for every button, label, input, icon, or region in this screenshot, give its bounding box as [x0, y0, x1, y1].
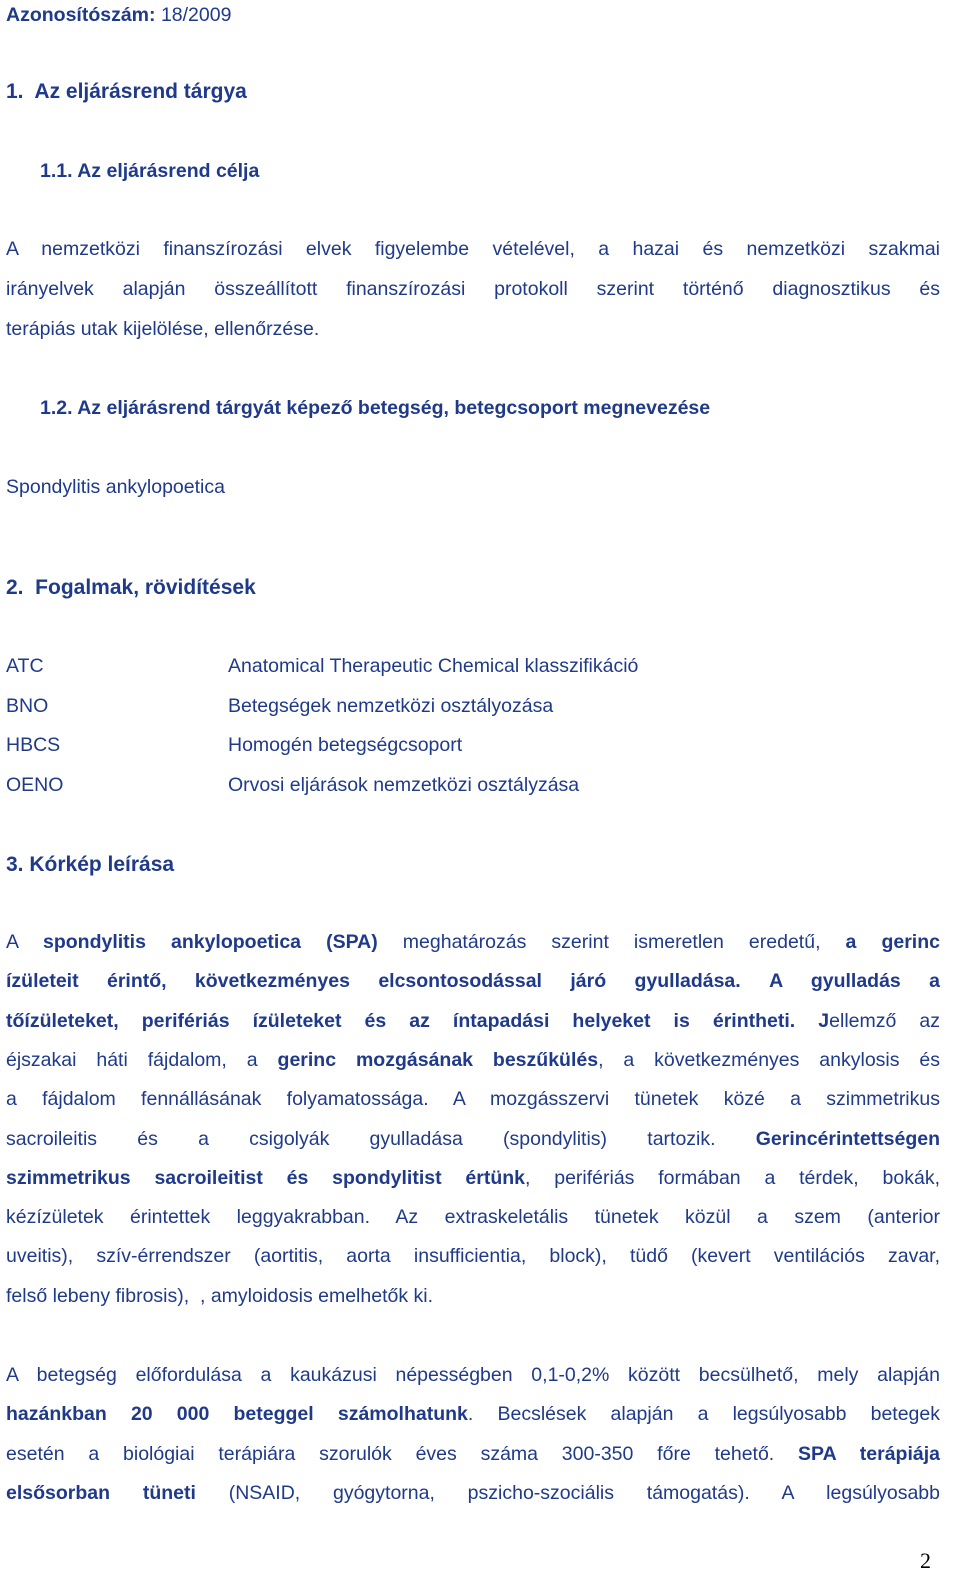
text: ellemző az	[829, 1009, 940, 1032]
disease-name: Spondylitis ankylopoetica	[6, 476, 225, 498]
paragraph-line	[6, 1364, 940, 1387]
paragraph-line	[6, 1443, 940, 1466]
bold-text: elsősorban tüneti	[6, 1481, 196, 1504]
paragraph-line	[6, 1167, 940, 1190]
text: A	[6, 931, 43, 953]
text: meghatározás szerint ismeretlen eredetű,	[377, 931, 846, 953]
text: felső lebeny fibrosis), , amyloidosis emelhetők ki.	[6, 1284, 434, 1307]
paragraph-line	[6, 1482, 940, 1505]
text: A betegség előfordulása a kaukázusi népességben 0,1-0,2% között becsülhető, mely alapján	[6, 1364, 940, 1386]
abbreviation-term: HBCS	[6, 734, 61, 756]
section-2-heading: 2. Fogalmak, rövidítések	[6, 576, 256, 599]
text: esetén a biológiai terápiára szorulók éves száma 300-350 főre tehető.	[6, 1442, 799, 1465]
section-1-1-heading: 1.1. Az eljárásrend célja	[40, 160, 260, 182]
text: uveitis), szív-érrendszer (aortitis, aorta insufficientia, block), tüdő (kevert ventilációs zavar,	[6, 1245, 940, 1268]
paragraph-line	[6, 1128, 940, 1151]
abbreviation-term: ATC	[6, 655, 44, 677]
bold-text: a gerinc	[845, 931, 940, 953]
bold-text: hazánkban 20 000 beteggel számolhatunk	[6, 1403, 468, 1426]
section-3-heading: 3. Kórkép leírása	[6, 853, 175, 876]
text: (NSAID, gyógytorna, pszicho-szociális támogatás). A legsúlyosabb	[195, 1481, 941, 1504]
text	[795, 1010, 818, 1032]
paragraph-line	[6, 1049, 940, 1072]
section-1-2-heading: 1.2. Az eljárásrend tárgyát képező betegség, betegcsoport megnevezése	[40, 397, 711, 419]
text: kézízületek érintettek leggyakrabban. Az extraskeletális tünetek közül a szem (anterior	[6, 1206, 940, 1229]
bold-text: Gerincérintettségen	[755, 1127, 940, 1150]
paragraph-line	[6, 1285, 940, 1308]
purpose-line: A nemzetközi finanszírozási elvek figyelembe vételével, a hazai és nemzetközi szakmai	[6, 238, 940, 260]
paragraph-line	[6, 1206, 940, 1229]
bold-text: tőízületeket, perifériás ízületeket és az íntapadási helyeket is érintheti.	[6, 1009, 796, 1032]
bold-text: J	[818, 1009, 830, 1032]
bold-text: szimmetrikus sacroileitist és spondylitist értünk	[6, 1166, 525, 1189]
document-id-label: Azonosítószám:	[6, 4, 156, 26]
section-1-heading: 1. Az eljárásrend tárgya	[6, 80, 247, 103]
purpose-line: irányelvek alapján összeállított finanszírozási protokoll szerint történő diagnosztikus és	[6, 278, 940, 300]
abbreviation-meaning: Anatomical Therapeutic Chemical klasszifikáció	[228, 655, 639, 677]
abbreviation-meaning: Orvosi eljárások nemzetközi osztályzása	[228, 773, 580, 796]
paragraph-line	[6, 931, 940, 954]
paragraph-line	[6, 970, 940, 993]
abbreviation-term: OENO	[6, 773, 64, 796]
text: , perifériás formában a térdek, bokák,	[525, 1166, 940, 1189]
paragraph-line	[6, 1403, 940, 1426]
page-number: 2	[920, 1548, 931, 1573]
abbreviation-term: BNO	[6, 694, 49, 717]
text: éjszakai háti fájdalom, a	[6, 1048, 278, 1071]
text: . Becslések alapján a legsúlyosabb betegek	[467, 1403, 940, 1426]
bold-text: ízületeit érintő, következményes elcsontosodással járó gyulladása.	[6, 970, 741, 993]
bold-text: A gyulladás a	[769, 970, 941, 993]
document-id	[6, 4, 231, 27]
abbreviation-meaning: Homogén betegségcsoport	[228, 734, 463, 756]
text: a fájdalom fennállásának folyamatossága. A mozgásszervi tünetek közé a szimmetrikus	[6, 1088, 940, 1111]
paragraph-line	[6, 1088, 940, 1111]
document-id-value: 18/2009	[160, 4, 232, 26]
bold-text: gerinc mozgásának beszűkülés	[277, 1048, 599, 1071]
abbreviation-meaning: Betegségek nemzetközi osztályozása	[228, 694, 554, 717]
text: , a következményes ankylosis és	[598, 1048, 941, 1071]
bold-text: SPA terápiája	[798, 1442, 940, 1465]
purpose-line: terápiás utak kijelölése, ellenőrzése.	[6, 318, 320, 340]
bold-text: spondylitis ankylopoetica (SPA)	[43, 931, 378, 953]
text: sacroileitis és a csigolyák gyulladása (spondylitis) tartozik.	[6, 1127, 756, 1150]
paragraph-line	[6, 1010, 940, 1033]
text	[741, 970, 769, 992]
paragraph-line	[6, 1245, 940, 1268]
